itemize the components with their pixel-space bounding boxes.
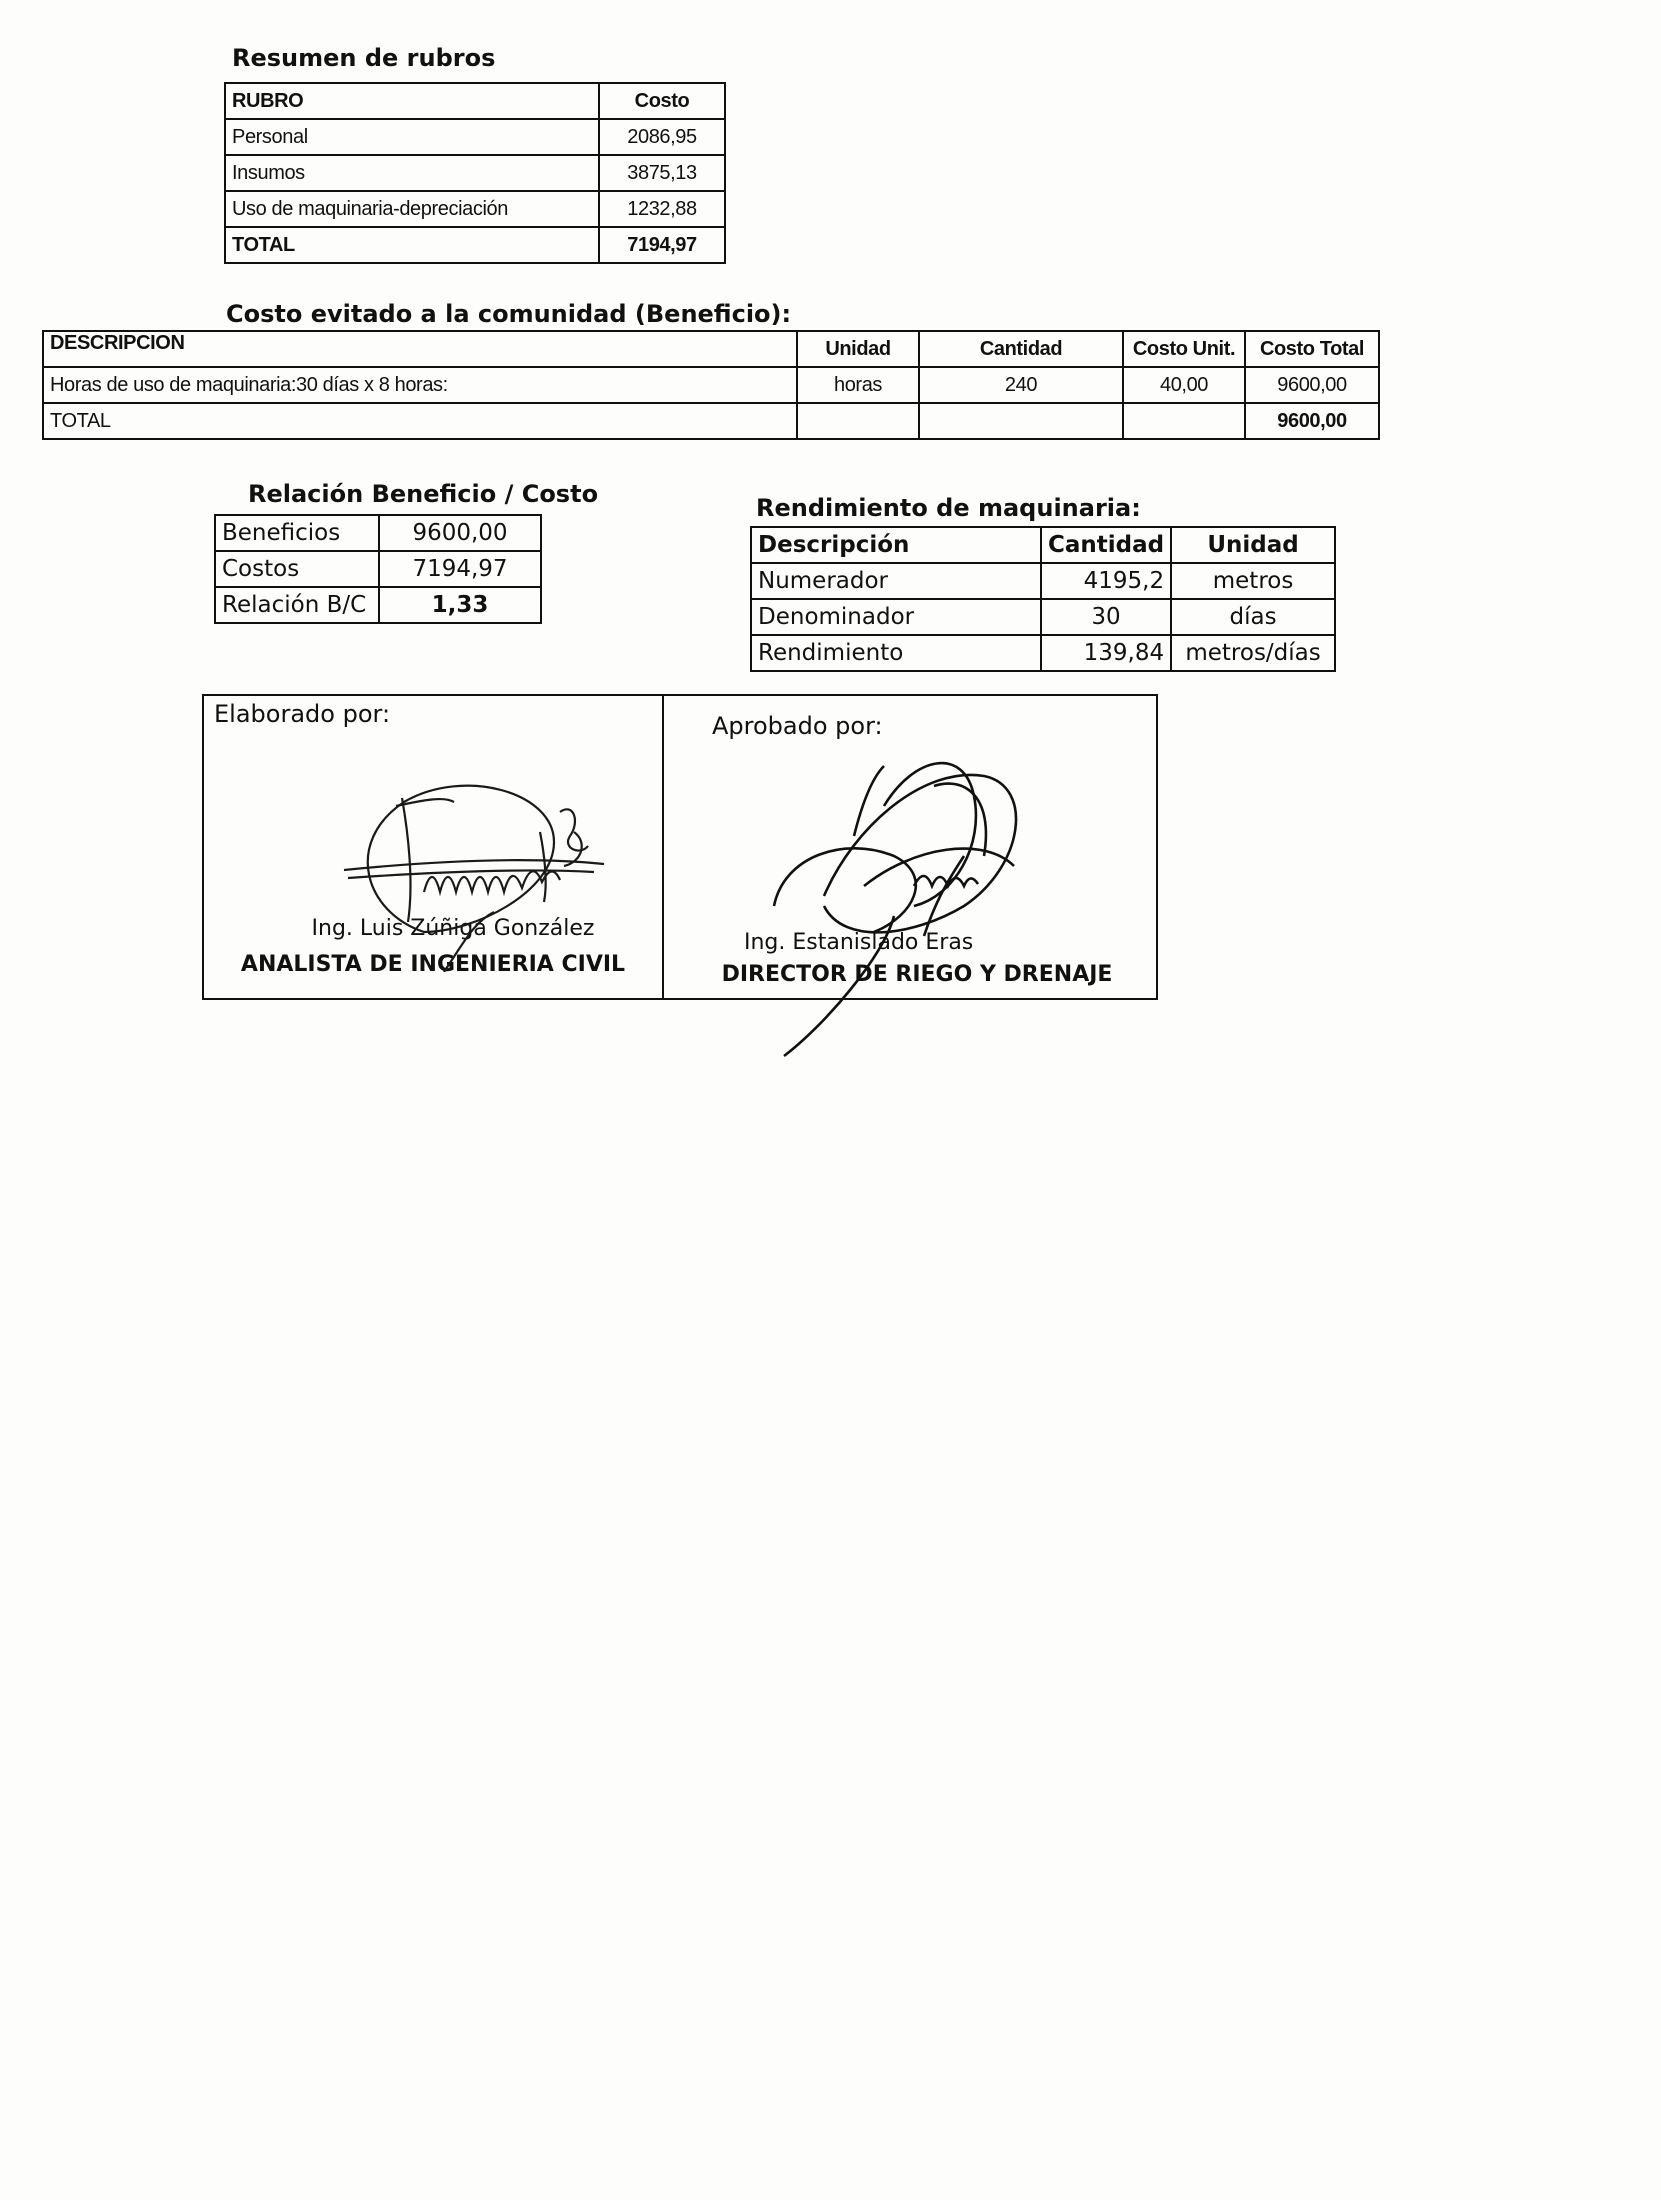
table-row: [751, 527, 1335, 563]
costo-cell: 3875,13: [599, 155, 725, 191]
relacion-value: 7194,97: [379, 551, 541, 587]
header-descripcion: DESCRIPCION: [43, 331, 797, 367]
costo-cell: 1232,88: [599, 191, 725, 227]
costo-cell: 2086,95: [599, 119, 725, 155]
descripcion-cell: Horas de uso de maquinaria:30 días x 8 horas:: [43, 367, 797, 403]
aprobado-role: DIRECTOR DE RIEGO Y DRENAJE: [721, 962, 1113, 987]
aprobado-name: Ing. Estanislado Eras: [744, 930, 974, 955]
beneficio-table: [42, 330, 1380, 440]
table-row: [225, 155, 725, 191]
descripcion-cell: Denominador: [751, 599, 1041, 635]
cantidad-cell: 139,84: [1041, 635, 1171, 671]
rubro-cell: Insumos: [225, 155, 599, 191]
signature-block: [202, 694, 1158, 1000]
table-row: [225, 83, 725, 119]
divider: [662, 696, 664, 998]
relacion-table: [214, 514, 542, 624]
signature-elaborado-image: [304, 772, 644, 972]
header-costo-unit: Costo Unit.: [1123, 331, 1245, 367]
relacion-label: Beneficios: [215, 515, 379, 551]
descripcion-cell: Numerador: [751, 563, 1041, 599]
table-row: [225, 227, 725, 263]
rubro-total-label: TOTAL: [225, 227, 599, 263]
unidad-cell: metros/días: [1171, 635, 1335, 671]
cantidad-cell: 4195,2: [1041, 563, 1171, 599]
costo-unit-cell: 40,00: [1123, 367, 1245, 403]
elaborado-name: Ing. Luis Zúñiga González: [311, 916, 595, 941]
table-row: [43, 331, 1379, 367]
signature-aprobado-image: [764, 736, 1064, 1066]
resumen-title: Resumen de rubros: [232, 44, 496, 72]
cantidad-cell: 30: [1041, 599, 1171, 635]
header-descripcion: Descripción: [751, 527, 1041, 563]
cantidad-cell: 240: [919, 367, 1123, 403]
header-cantidad: Cantidad: [1041, 527, 1171, 563]
header-unidad: Unidad: [1171, 527, 1335, 563]
header-costo: Costo: [599, 83, 725, 119]
unidad-cell: horas: [797, 367, 919, 403]
elaborado-label: Elaborado por:: [214, 700, 391, 728]
table-row: [215, 551, 541, 587]
header-unidad: Unidad: [797, 331, 919, 367]
header-rubro: RUBRO: [225, 83, 599, 119]
table-row: [751, 635, 1335, 671]
relacion-title: Relación Beneficio / Costo: [248, 480, 599, 508]
table-row: [225, 191, 725, 227]
empty-cell: [1123, 403, 1245, 439]
relacion-label: Relación B/C: [215, 587, 379, 623]
beneficio-title: Costo evitado a la comunidad (Beneficio):: [226, 300, 792, 328]
beneficio-total-value: 9600,00: [1245, 403, 1379, 439]
table-row: [43, 367, 1379, 403]
rendimiento-title: Rendimiento de maquinaria:: [756, 494, 1141, 522]
costo-total-cell: 9600,00: [1245, 367, 1379, 403]
elaborado-role: ANALISTA DE INGENIERIA CIVIL: [240, 952, 626, 977]
beneficio-total-label: TOTAL: [43, 403, 797, 439]
unidad-cell: metros: [1171, 563, 1335, 599]
table-row: [43, 403, 1379, 439]
table-row: [215, 515, 541, 551]
table-row: [215, 587, 541, 623]
resumen-table: [224, 82, 726, 264]
relacion-value: 9600,00: [379, 515, 541, 551]
relacion-bc-value: 1,33: [379, 587, 541, 623]
rubro-total-value: 7194,97: [599, 227, 725, 263]
rubro-cell: Uso de maquinaria-depreciación: [225, 191, 599, 227]
unidad-cell: días: [1171, 599, 1335, 635]
table-row: [751, 599, 1335, 635]
table-row: [751, 563, 1335, 599]
empty-cell: [919, 403, 1123, 439]
rendimiento-table: [750, 526, 1336, 672]
relacion-label: Costos: [215, 551, 379, 587]
empty-cell: [797, 403, 919, 439]
table-row: [225, 119, 725, 155]
header-costo-total: Costo Total: [1245, 331, 1379, 367]
header-cantidad: Cantidad: [919, 331, 1123, 367]
rubro-cell: Personal: [225, 119, 599, 155]
descripcion-cell: Rendimiento: [751, 635, 1041, 671]
aprobado-label: Aprobado por:: [712, 712, 883, 740]
